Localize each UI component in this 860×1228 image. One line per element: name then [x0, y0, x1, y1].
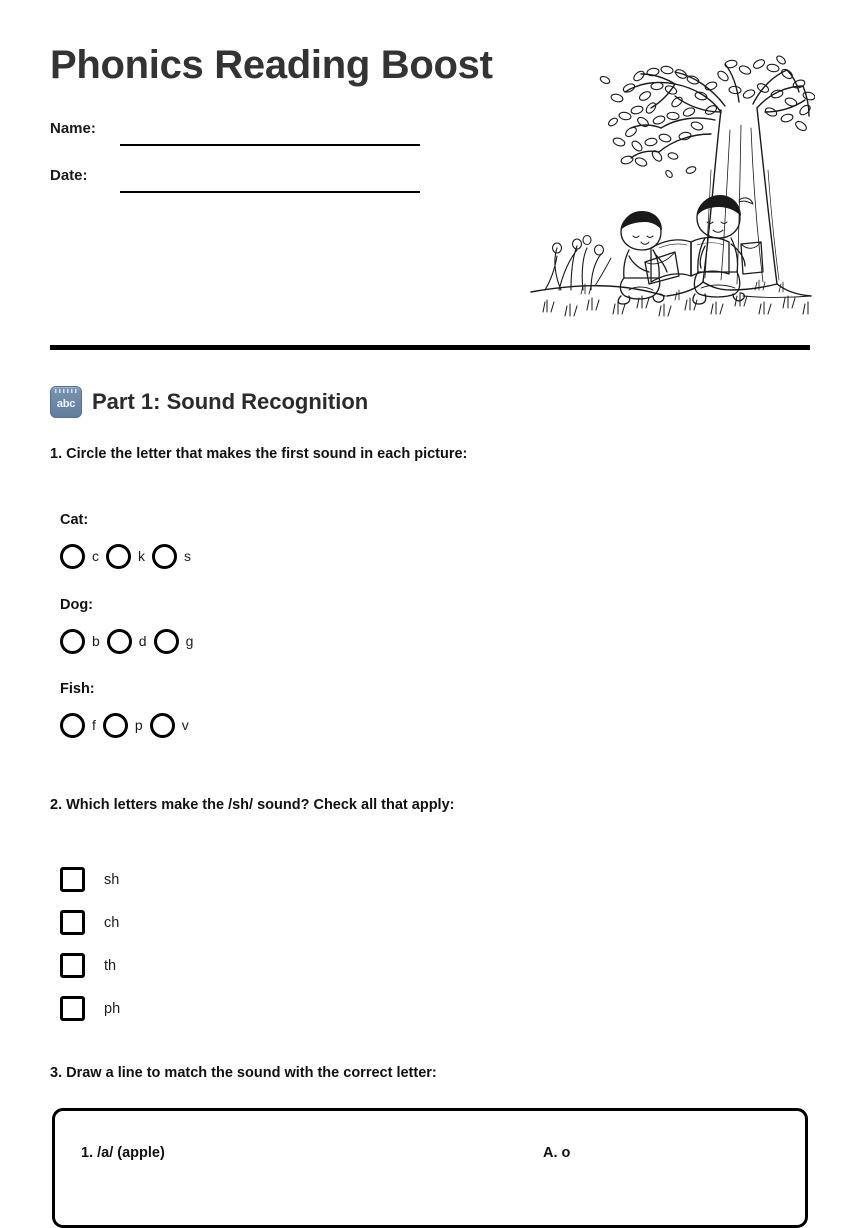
checkbox-row-ch[interactable]	[60, 901, 120, 944]
circle-option-dog-1[interactable]	[60, 629, 85, 654]
worksheet-header	[50, 44, 520, 214]
option-row-cat	[60, 541, 198, 571]
option-row-dog	[60, 626, 200, 656]
checkbox-row-sh[interactable]	[60, 858, 120, 901]
abc-icon-label: abc	[56, 397, 76, 410]
checkbox-label-ch: ch	[104, 914, 120, 931]
children-reading-under-tree-illustration	[525, 50, 815, 325]
circle-option-cat-1[interactable]	[60, 544, 85, 569]
option-letter-dog-1: b	[92, 633, 100, 649]
option-letter-cat-2: k	[138, 548, 145, 564]
group-label-fish: Fish:	[60, 681, 95, 697]
date-field-label: Date:	[50, 167, 88, 184]
option-letter-fish-1: f	[92, 717, 96, 733]
checkbox-row-ph[interactable]	[60, 987, 120, 1030]
header-divider	[50, 345, 810, 350]
question-2-checkbox-list	[60, 858, 120, 1030]
name-field-label: Name:	[50, 120, 96, 137]
checkbox-th[interactable]	[60, 953, 85, 978]
circle-option-fish-3[interactable]	[150, 713, 175, 738]
matching-left-item[interactable]: 1. /a/ (apple)	[81, 1145, 165, 1161]
section-heading	[50, 386, 368, 418]
option-letter-cat-1: c	[92, 548, 99, 564]
matching-row[interactable]	[81, 1145, 779, 1175]
circle-option-dog-2[interactable]	[107, 629, 132, 654]
section-title: Part 1: Sound Recognition	[92, 389, 369, 414]
option-letter-fish-3: v	[181, 717, 189, 733]
option-letter-cat-3: s	[184, 548, 191, 564]
circle-option-fish-2[interactable]	[103, 713, 128, 738]
matching-right-item[interactable]: A. o	[543, 1145, 571, 1161]
question-1-text: 1. Circle the letter that makes the first sound in each picture:	[50, 446, 468, 462]
name-write-line[interactable]	[120, 144, 420, 146]
abc-icon	[50, 386, 82, 418]
option-letter-dog-2: d	[138, 633, 147, 649]
abc-icon-tabs	[55, 389, 77, 393]
question-1-group-fish	[60, 681, 196, 740]
circle-option-cat-2[interactable]	[106, 544, 131, 569]
circle-option-dog-3[interactable]	[154, 629, 179, 654]
page-title: Phonics Reading Boost	[50, 43, 493, 87]
checkbox-row-th[interactable]	[60, 944, 120, 987]
option-row-fish	[60, 710, 196, 740]
date-write-line[interactable]	[120, 191, 420, 193]
circle-option-cat-3[interactable]	[152, 544, 177, 569]
checkbox-sh[interactable]	[60, 867, 85, 892]
option-letter-dog-3: g	[185, 633, 194, 649]
checkbox-label-ph: ph	[104, 1000, 121, 1017]
checkbox-ph[interactable]	[60, 996, 85, 1021]
matching-exercise-box	[52, 1108, 808, 1228]
question-1-group-cat	[60, 512, 198, 571]
question-3-text: 3. Draw a line to match the sound with the correct letter:	[50, 1065, 437, 1081]
checkbox-label-sh: sh	[104, 871, 120, 888]
name-field-row	[50, 120, 520, 167]
question-1-group-dog	[60, 597, 200, 656]
circle-option-fish-1[interactable]	[60, 713, 85, 738]
group-label-cat: Cat:	[60, 512, 89, 528]
checkbox-label-th: th	[104, 957, 117, 974]
option-letter-fish-2: p	[134, 717, 143, 733]
date-field-row	[50, 167, 520, 214]
question-2-text: 2. Which letters make the /sh/ sound? Check all that apply:	[50, 797, 455, 813]
group-label-dog: Dog:	[60, 597, 94, 613]
checkbox-ch[interactable]	[60, 910, 85, 935]
